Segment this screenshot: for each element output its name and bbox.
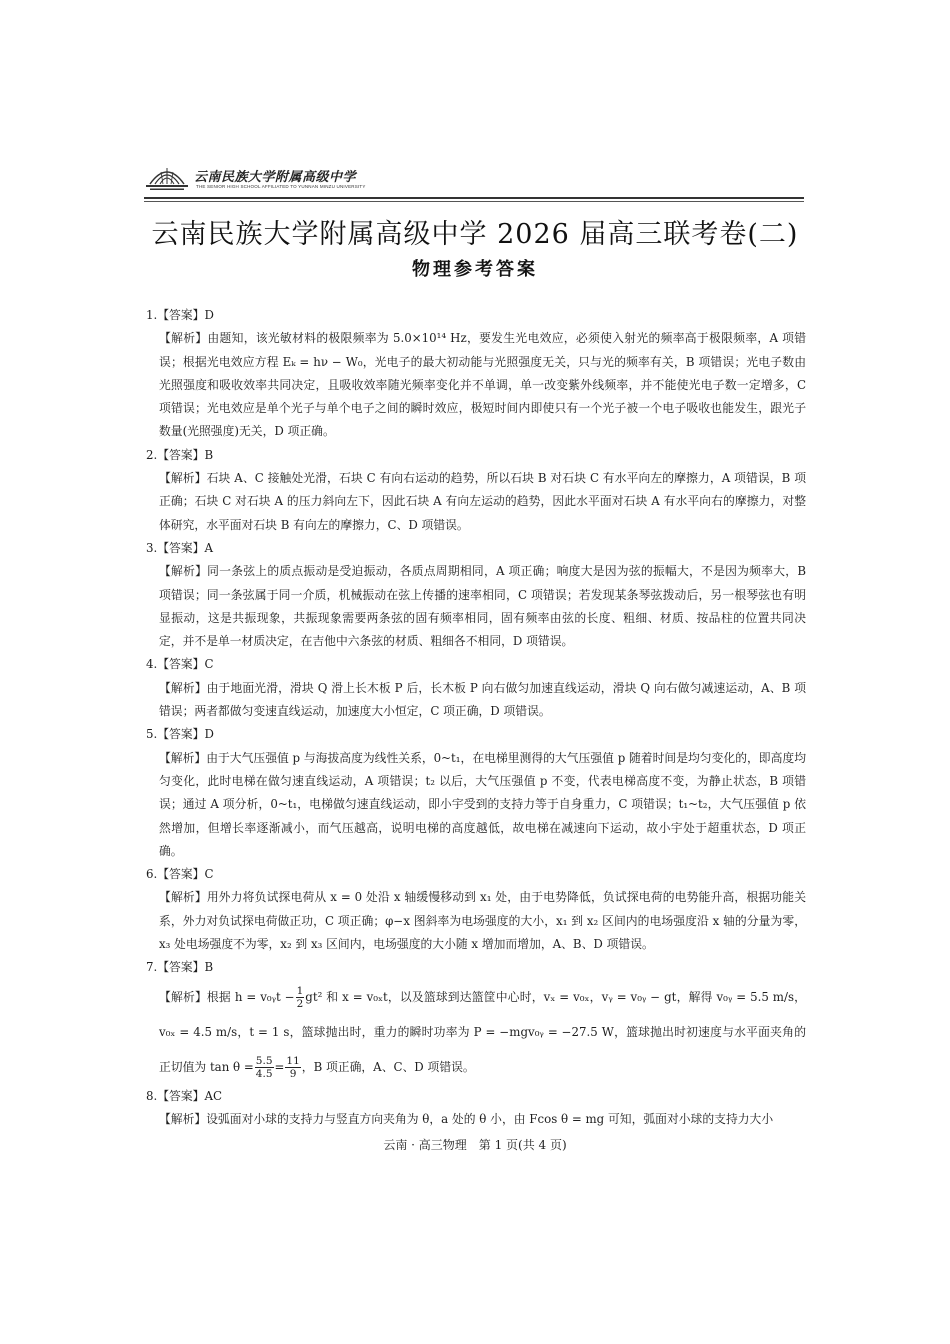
question-answer: 1.【答案】D [146, 308, 214, 322]
question-answer: 5.【答案】D [146, 727, 214, 742]
question-answer: 4.【答案】C [146, 657, 214, 672]
question-item [146, 653, 806, 723]
question-analysis: 【解析】由题知，该光敏材料的极限频率为 5.0×10¹⁴ Hz，要发生光电效应，必须使入射光的频率高于极限频率，A 项错误；根据光电效应方程 Eₖ = hν − W₀，光电子的最大初动能与光照强度无关，只与光的频率有关，B 项错误；光电子数由光照强度和吸收效率共同决定，且吸收效率随光频率变化并不单调，单一改变紫外线频率，并不能使光电子数一定增多，C 项错误；光电效应是单个光子与单个电子之间的瞬时效应，极短时间内即使只有一个光子被一个电子吸收也能发生，跟光子数量(光照强度)无关，D 项正确。 [159, 331, 806, 439]
question-item [146, 304, 806, 444]
fraction-result [285, 1055, 300, 1080]
fraction-denominator: 9 [289, 1068, 297, 1081]
page-footer: 云南 · 高三物理 第 1 页(共 4 页) [383, 1138, 567, 1152]
question-item [146, 956, 806, 1084]
question-analysis: 【解析】同一条弦上的质点振动是受迫振动，各质点周期相同，A 项正确；响度大是因为弦的振幅大，不是因为频率大，B 项错误；同一条弦属于同一介质，机械振动在弦上传播的速率相同，C 项错误；若发现某条琴弦拨动后，另一根琴弦也有明显振动，这是共振现象，共振现象需要两条弦的固有频率相同，固有频率由弦的长度、粗细、材质、按品柱的位置共同决定，并不是单一材质决定，在吉他中六条弦的材质、粗细各不相同，D 项错误。 [159, 564, 806, 649]
question-item [146, 863, 806, 956]
header-divider [144, 197, 804, 199]
analysis-text: gt² 和 x = v₀ₓt，以及篮球到达篮筐中心时，vₓ = v₀ₓ，vᵧ = v₀ᵧ − gt，解得 v₀ᵧ = 5.5 m/s，v₀ₓ = 4.5 m/s，t = 1 s，篮球抛出时，重力的瞬时功率为 P = −mgv₀ᵧ = −27.5 W，篮球抛出时初速度与水平面夹角的正切值为 tan θ = [159, 989, 806, 1074]
question-analysis: 【解析】石块 A、C 接触处光滑，石块 C 有向右运动的趋势，所以石块 B 对石块 C 有水平向左的摩擦力，A 项错误，B 项正确；石块 C 对石块 A 的压力斜向左下，因此石块 A 有向左运动的趋势，因此水平面对石块 A 有水平向右的摩擦力，对整体研究，水平面对石块 B 有向左的摩擦力，C、D 项错误。 [159, 471, 806, 532]
question-item [146, 1085, 806, 1132]
fraction-denominator: 4.5 [255, 1068, 273, 1081]
question-analysis: 【解析】由于大气压强值 p 与海拔高度为线性关系，0~t₁，在电梯里测得的大气压强值 p 随着时间是均匀变化的，即高度均匀变化，此时电梯在做匀速直线运动，A 项错误；t₂ 以后，大气压强值 p 不变，代表电梯高度不变，为静止状态，B 项错误；通过 A 项分析，0~t₁，电梯做匀速直线运动，即小宇受到的支持力等于自身重力，C 项错误；t₁~t₂，大气压强值 p 依然增加，但增长率逐渐减小，而气压越高，说明电梯的高度越低，故电梯在减速向下运动，故小宇处于超重状态，D 项正确。 [159, 750, 806, 858]
question-answer: 8.【答案】AC [146, 1088, 222, 1103]
page-subtitle: 物理参考答案 [412, 259, 538, 280]
analysis-text: = [274, 1059, 285, 1074]
fraction-velocity-ratio [255, 1055, 274, 1080]
page-title: 云南民族大学附属高级中学 2026 届高三联考卷(二) [151, 219, 799, 250]
fraction-numerator: 1 [296, 985, 304, 998]
header-divider-thin [144, 201, 804, 202]
fraction-numerator: 11 [286, 1055, 300, 1068]
question-analysis: 【解析】由于地面光滑，滑块 Q 滑上长木板 P 后，长木板 P 向右做匀加速直线运动，滑块 Q 向右做匀减速运动，A、B 项错误；两者都做匀变速直线运动，加速度大小恒定，C 项正确，D 项错误。 [159, 680, 806, 719]
question-answer: 7.【答案】B [146, 960, 214, 975]
school-name-english: THE SENIOR HIGH SCHOOL AFFILIATED TO YUNNAN MINZU UNIVERSITY [196, 184, 366, 189]
question-item [146, 723, 806, 863]
analysis-text: 【解析】根据 h = v₀ᵧt − [159, 989, 295, 1004]
school-header [144, 158, 804, 196]
question-analysis: 【解析】用外力将负试探电荷从 x = 0 处沿 x 轴缓慢移动到 x₁ 处，由于电势降低，负试探电荷的电势能升高，根据功能关系，外力对负试探电荷做正功，C 项正确；φ−x 图斜率为电场强度的大小，x₁ 到 x₂ 区间内的电场强度沿 x 轴的分量为零，x₃ 处电场强度不为零，x₂ 到 x₃ 区间内，电场强度的大小随 x 增加而增加，A、B、D 项错误。 [159, 890, 806, 952]
question-analysis [159, 980, 806, 1085]
question-answer: 6.【答案】C [146, 867, 214, 882]
question-item [146, 444, 806, 537]
school-logo-icon [144, 160, 190, 192]
question-item [146, 537, 806, 653]
question-analysis: 【解析】设弧面对小球的支持力与竖直方向夹角为 θ，a 处的 θ 小，由 Fcos θ = mg 可知，弧面对小球的支持力大小 [159, 1111, 774, 1126]
question-answer: 3.【答案】A [146, 540, 213, 555]
school-name-logo: 云南民族大学附属高级中学 [194, 170, 357, 185]
fraction-one-half [296, 985, 305, 1010]
fraction-denominator: 2 [296, 998, 304, 1011]
fraction-numerator: 5.5 [255, 1055, 273, 1068]
analysis-text: ，B 项正确，A、C、D 项错误。 [301, 1059, 475, 1074]
question-answer: 2.【答案】B [146, 447, 214, 462]
answer-list [146, 304, 806, 1131]
